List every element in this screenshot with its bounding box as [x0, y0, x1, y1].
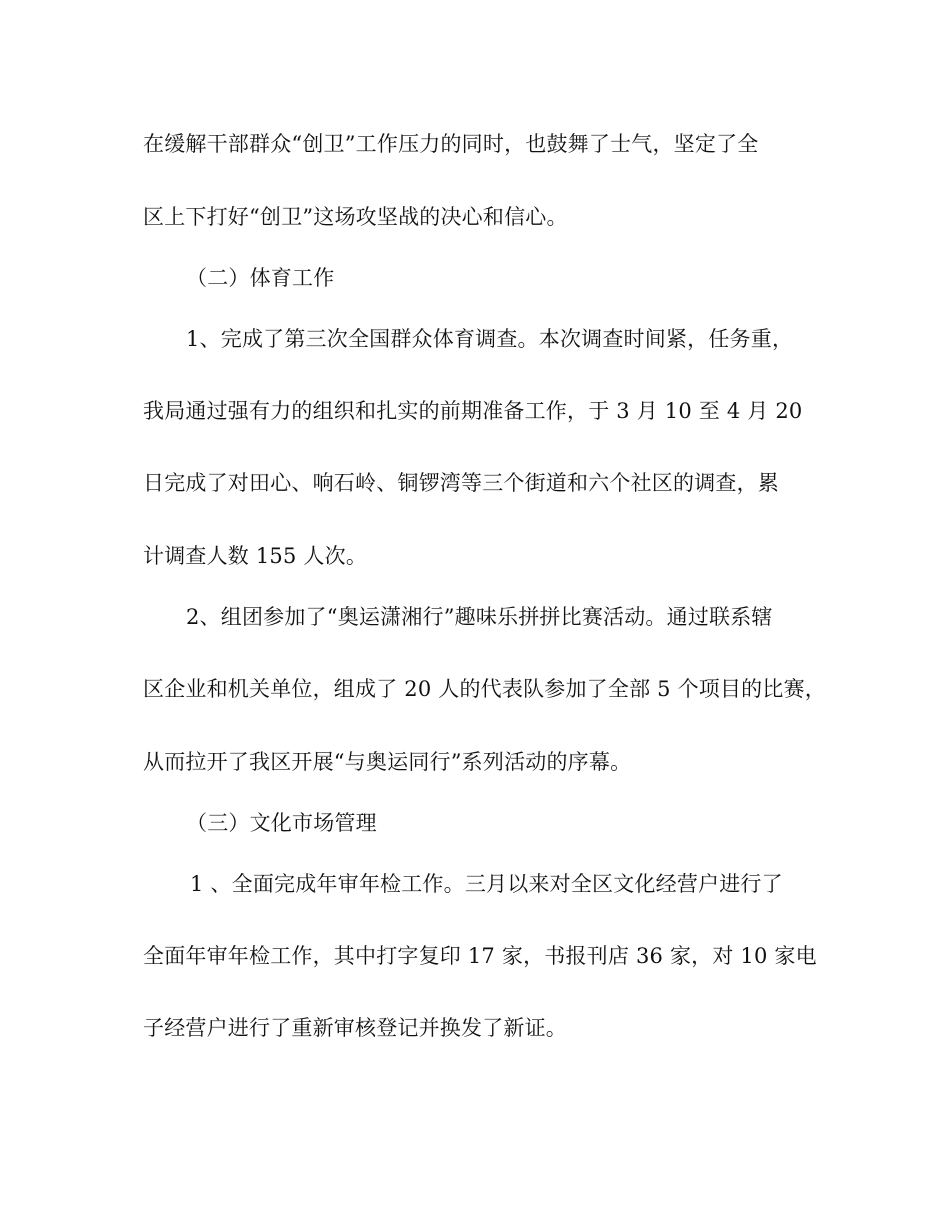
- section-heading-sports: （二）体育工作: [186, 266, 335, 290]
- paragraph-line: 全面年审年检工作，其中打字复印 17 家，书报刊店 36 家，对 10 家电: [143, 944, 817, 968]
- paragraph-line: 子经营户进行了重新审核登记并换发了新证。: [143, 1016, 567, 1040]
- paragraph-line: 计调查人数 155 人次。: [143, 544, 368, 568]
- paragraph-line: 日完成了对田心、响石岭、铜锣湾等三个街道和六个社区的调查，累: [143, 471, 779, 495]
- paragraph-line: 1 、全面完成年审年检工作。三月以来对全区文化经营户进行了: [190, 872, 783, 896]
- paragraph-line: 在缓解干部群众“创卫”工作压力的同时，也鼓舞了士气，坚定了全: [143, 132, 759, 156]
- paragraph-line: 区上下打好“创卫”这场攻坚战的决心和信心。: [143, 205, 568, 229]
- paragraph-line: 2、组团参加了“奥运潇湘行”趣味乐拼拼比赛活动。通过联系辖: [186, 605, 773, 629]
- paragraph-line: 从而拉开了我区开展“与奥运同行”系列活动的序幕。: [143, 750, 632, 774]
- paragraph-line: 区企业和机关单位，组成了 20 人的代表队参加了全部 5 个项目的比赛，: [143, 677, 826, 701]
- section-heading-culture-market: （三）文化市场管理: [186, 811, 377, 835]
- paragraph-line: 1、完成了第三次全国群众体育调查。本次调查时间紧，任务重，: [186, 327, 794, 351]
- paragraph-line: 我局通过强有力的组织和扎实的前期准备工作，于 3 月 10 至 4 月 20: [143, 399, 803, 423]
